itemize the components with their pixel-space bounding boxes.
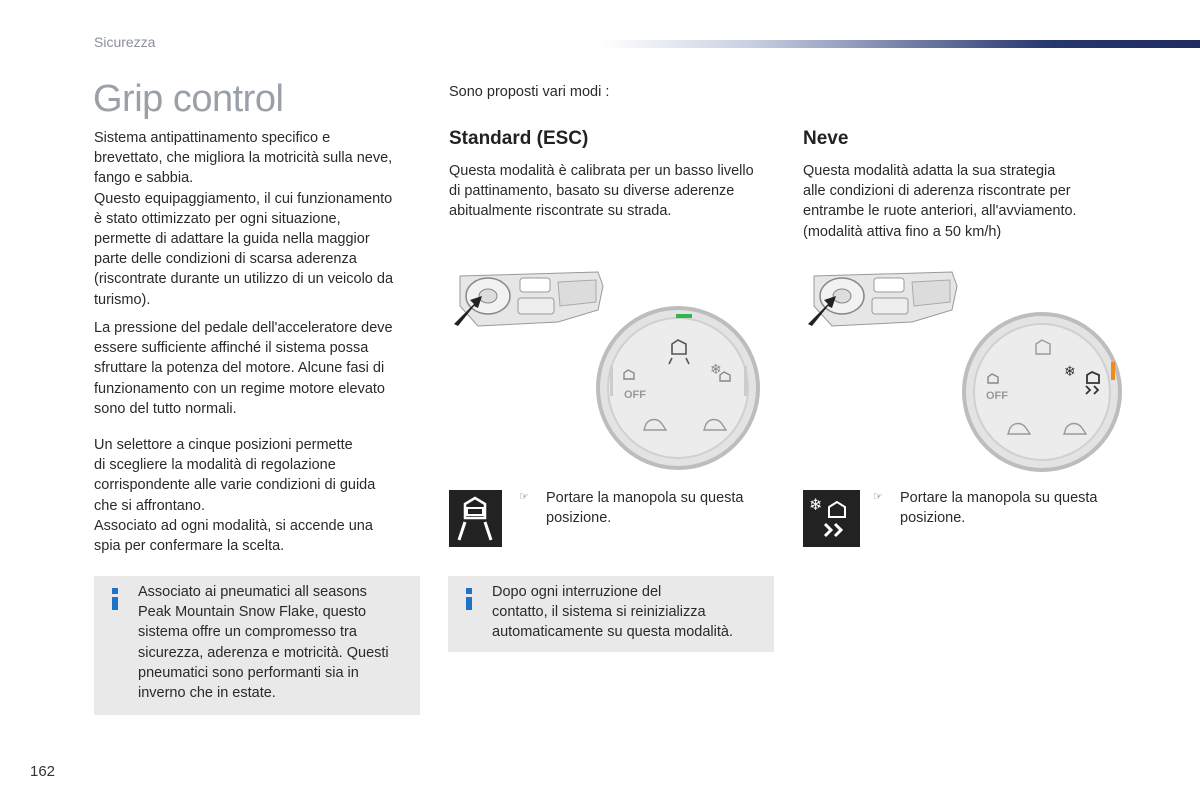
info-box-reinit — [448, 576, 774, 652]
text-line: Associato ai pneumatici all seasons — [138, 584, 367, 600]
text-line: (riscontrate durante un utilizzo di un veicolo da — [94, 271, 394, 288]
text-line: Sistema antipattinamento specifico e — [94, 130, 331, 146]
info-text — [492, 582, 767, 643]
text-line: Associato ad ogni modalità, si accende una — [94, 517, 373, 534]
text-line: Peak Mountain Snow Flake, questo — [138, 604, 367, 621]
snow-mode-icon — [803, 490, 860, 547]
text-line: pneumatici sono performanti sia in — [138, 664, 359, 681]
text-line: Portare la manopola su questa — [900, 490, 1098, 506]
pointing-hand-icon: ☞ — [519, 491, 529, 503]
page-title: Grip control — [93, 78, 284, 120]
paragraph-accelerator — [94, 318, 424, 419]
text-line: fango e sabbia. — [94, 170, 194, 187]
standard-mode-illustration — [448, 266, 778, 486]
text-line: Dopo ogni interruzione del — [492, 584, 662, 600]
standard-description — [449, 161, 779, 222]
text-line: corrispondente alle varie condizioni di guida — [94, 477, 376, 494]
text-line: alle condizioni di aderenza riscontrate per — [803, 183, 1071, 200]
text-line: abitualmente riscontrate su strada. — [449, 203, 672, 220]
svg-text:❄: ❄ — [710, 362, 722, 378]
standard-instruction — [546, 488, 776, 528]
snow-instruction — [900, 488, 1130, 528]
info-icon — [111, 588, 119, 610]
text-line: (modalità attiva fino a 50 km/h) — [803, 223, 1002, 240]
text-line: è stato ottimizzato per ogni situazione, — [94, 210, 341, 227]
info-text — [138, 582, 413, 703]
text-line: Questo equipaggiamento, il cui funzionamento — [94, 190, 393, 207]
dashboard-illustration — [808, 272, 957, 326]
info-box-tyres — [94, 576, 420, 715]
text-line: contatto, il sistema si reinizializza — [492, 604, 706, 621]
modes-intro: Sono proposti vari modi : — [449, 84, 610, 100]
text-line: sicurezza, aderenza e motricità. Questi — [138, 644, 389, 661]
text-line: che si affrontano. — [94, 497, 205, 514]
header-bar — [600, 40, 1200, 48]
text-line: permette di adattare la guida nella maggior — [94, 231, 370, 248]
text-line: Portare la manopola su questa — [546, 490, 744, 506]
rotary-selector-dial — [598, 308, 758, 468]
heading-snow: Neve — [803, 128, 849, 149]
text-line: inverno che in estate. — [138, 685, 276, 702]
page-number: 162 — [30, 763, 56, 780]
text-line: posizione. — [546, 510, 612, 527]
text-line: sono del tutto normali. — [94, 400, 237, 417]
text-line: essere sufficiente affinché il sistema possa — [94, 340, 369, 357]
paragraph-intro — [94, 128, 424, 310]
esc-standard-icon — [449, 490, 502, 547]
text-line: funzionamento con un regime motore elevato — [94, 380, 385, 397]
dashboard-illustration — [454, 272, 603, 326]
text-line: Un selettore a cinque posizioni permette — [94, 437, 353, 453]
text-line: parte delle condizioni di scarsa aderenza — [94, 251, 357, 268]
text-line: brevettato, che migliora la motricità sulla neve, — [94, 150, 393, 167]
text-line: automaticamente su questa modalità. — [492, 624, 733, 641]
text-line: Questa modalità è calibrata per un basso livello — [449, 163, 754, 179]
pointing-hand-icon: ☞ — [873, 491, 883, 503]
text-line: posizione. — [900, 510, 966, 527]
text-line: sfruttare la potenza del motore. Alcune fasi di — [94, 360, 385, 377]
text-line: sistema offre un compromesso tra — [138, 624, 357, 641]
svg-text:❄: ❄ — [809, 495, 823, 514]
dial-off-label: OFF — [986, 390, 1008, 402]
section-label: Sicurezza — [94, 34, 156, 50]
text-line: turismo). — [94, 291, 151, 308]
text-line: Questa modalità adatta la sua strategia — [803, 163, 1056, 179]
text-line: di pattinamento, basato su diverse aderenze — [449, 183, 735, 200]
snow-description — [803, 161, 1133, 242]
rotary-selector-dial — [964, 314, 1120, 470]
paragraph-selector — [94, 435, 424, 556]
dial-off-label: OFF — [624, 389, 646, 401]
snow-mode-illustration — [802, 266, 1132, 486]
indicator-light — [1111, 362, 1115, 380]
text-line: La pressione del pedale dell'acceleratore deve — [94, 320, 393, 336]
svg-text:❄: ❄ — [1064, 364, 1076, 380]
text-line: spia per confermare la scelta. — [94, 538, 285, 555]
text-line: entrambe le ruote anteriori, all'avviamento. — [803, 203, 1077, 220]
text-line: di scegliere la modalità di regolazione — [94, 457, 336, 474]
indicator-light — [676, 314, 692, 318]
heading-standard: Standard (ESC) — [449, 128, 589, 149]
info-icon — [465, 588, 473, 610]
